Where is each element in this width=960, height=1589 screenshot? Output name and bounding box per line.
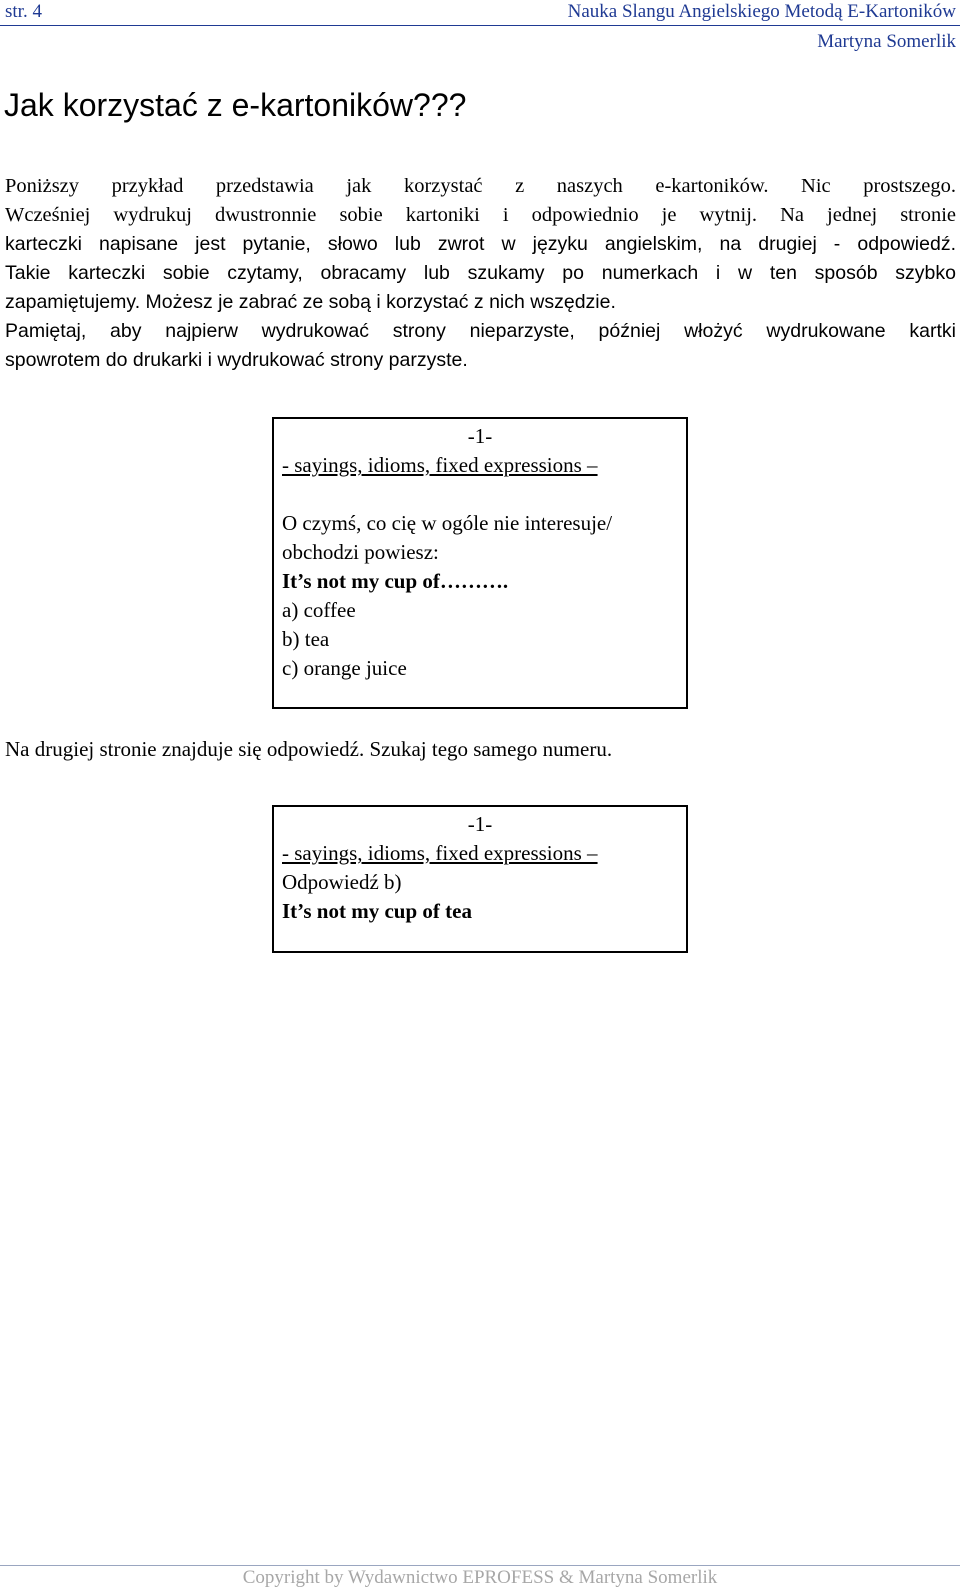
copyright-text: Copyright by Wydawnictwo EPROFESS & Martyna Somerlik — [242, 1567, 718, 1588]
card-number: -1- — [467, 812, 493, 836]
intro-line: Wcześniej wydrukuj dwustronnie sobie kartoniki i odpowiednio je wytnij. Na jednej stronie — [5, 204, 956, 226]
intro-line: karteczki napisane jest pytanie, słowo lub zwrot w języku angielskim, na drugiej - odpowiedź. — [5, 233, 956, 255]
card-phrase: It’s not my cup of………. — [282, 569, 509, 593]
card-option: b) tea — [282, 627, 330, 651]
page-number: str. 4 — [5, 1, 42, 22]
page-header — [0, 0, 960, 62]
card-number: -1- — [467, 424, 493, 448]
intro-line: zapamiętujemy. Możesz je zabrać ze sobą i korzystać z nich wszędzie. — [5, 291, 616, 313]
flashcard-answer — [272, 805, 688, 953]
header-title: Nauka Slangu Angielskiego Metodą E-Kartoników — [567, 1, 956, 22]
intro-line: spowrotem do drukarki i wydrukować strony parzyste. — [5, 349, 468, 371]
header-divider — [0, 25, 960, 26]
header-author: Martyna Somerlik — [817, 31, 956, 52]
card-option: a) coffee — [282, 598, 356, 622]
card-prompt-line: O czymś, co cię w ogóle nie interesuje/ — [282, 511, 613, 535]
footer-divider — [0, 1565, 960, 1566]
intro-line: Pamiętaj, aby najpierw wydrukować strony nieparzyste, później włożyć wydrukowane kartki — [5, 320, 956, 342]
intro-line: Takie karteczki sobie czytamy, obracamy lub szukamy po numerkach i w ten sposób szybko — [5, 262, 956, 284]
page-title: Jak korzystać z e-kartoników??? — [4, 87, 467, 123]
flashcard-question — [272, 417, 688, 709]
card-category: - sayings, idioms, fixed expressions – — [282, 453, 598, 477]
instruction-text: Na drugiej stronie znajduje się odpowiedź. Szukaj tego samego numeru. — [5, 737, 613, 761]
page-footer — [0, 1565, 960, 1589]
card-option: c) orange juice — [282, 656, 407, 680]
card-phrase: It’s not my cup of tea — [282, 899, 472, 923]
intro-paragraph — [5, 172, 956, 375]
card-answer-label: Odpowiedź b) — [282, 870, 402, 894]
intro-line: Poniższy przykład przedstawia jak korzystać z naszych e-kartoników. Nic prostszego. — [5, 175, 956, 197]
card-prompt-line: obchodzi powiesz: — [282, 540, 439, 564]
card-category: - sayings, idioms, fixed expressions – — [282, 841, 598, 865]
